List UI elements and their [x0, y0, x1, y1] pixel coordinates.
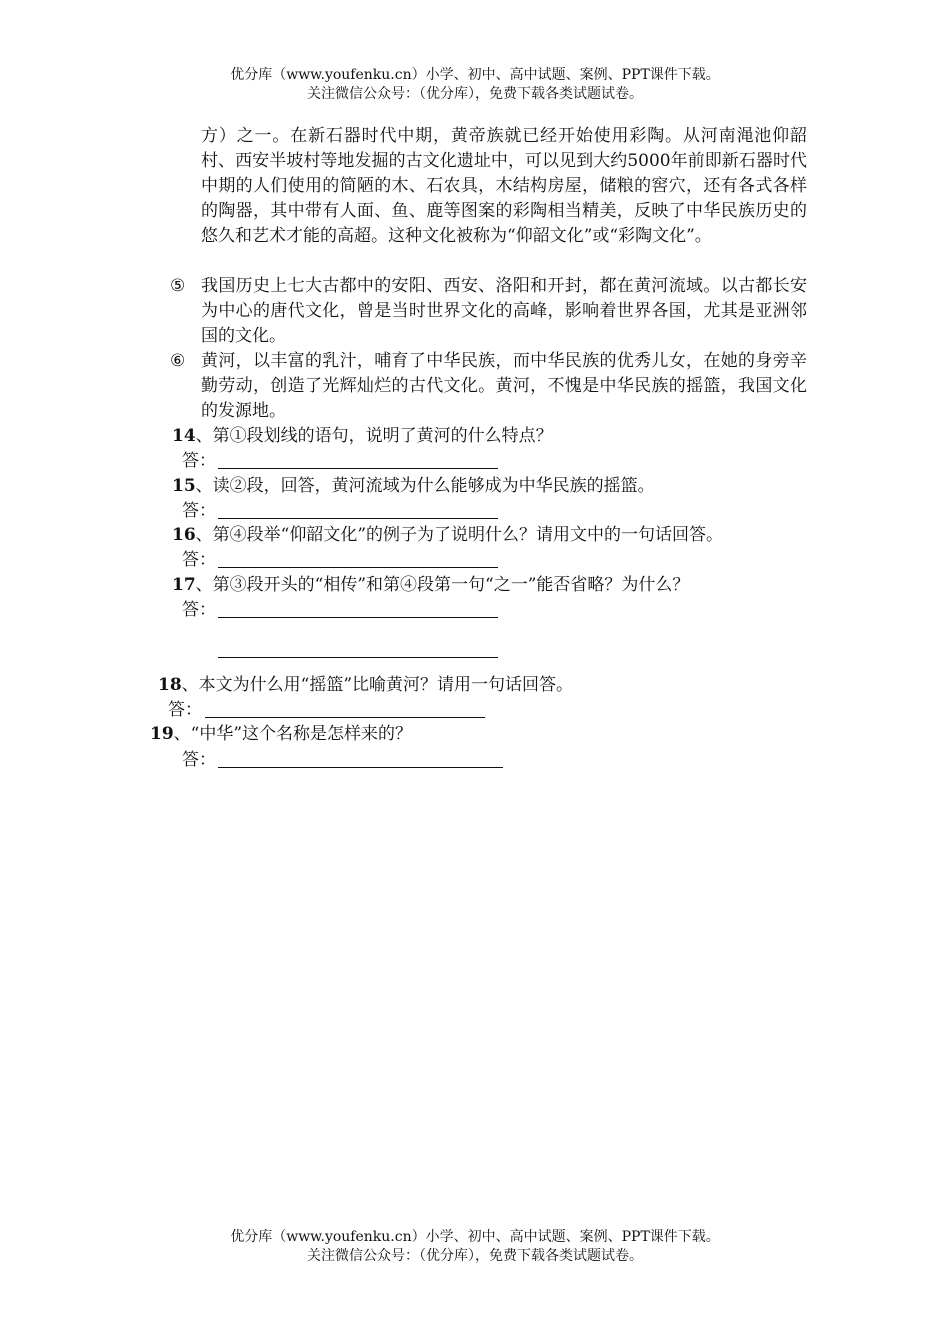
paragraph-5 — [170, 274, 807, 349]
question-text: 、第③段开头的“相传”和第④段第一句“之一”能否省略？为什么？ — [195, 575, 690, 595]
question-14 — [172, 424, 553, 449]
passage-continuation: 方）之一。在新石器时代中期，黄帝族就已经开始使用彩陶。从河南渑池仰韶村、西安半坡村等地发掘的古文化遗址中，可以见到大约5000年前即新石器时代中期的人们使用的简陋的木、石农具，木结构房屋，储粮的窖穴，还有各式各样的陶器，其中带有人面、鱼、鹿等图案的彩陶相当精美，反映了中华民族历史的悠久和艺术才能的高超。这种文化被称为“仰韶文化”或“彩陶文化”。 — [201, 126, 807, 246]
question-16 — [172, 523, 723, 548]
answer-label: 答： — [182, 750, 216, 770]
paragraph-6 — [170, 349, 807, 424]
question-text: 、本文为什么用“摇篮”比喻黄河？请用一句话回答。 — [181, 675, 574, 695]
paragraph-text: 我国历史上七大古都中的安阳、西安、洛阳和开封，都在黄河流域。以古都长安为中心的唐代文化，曾是当时世界文化的高峰，影响着世界各国，尤其是亚洲邻国的文化。 — [201, 276, 807, 346]
question-18 — [158, 673, 573, 698]
answer-line[interactable] — [218, 657, 498, 658]
question-17 — [172, 573, 689, 598]
question-number: 16 — [172, 525, 196, 545]
header-line-1: 优分库（www.youfenku.cn）小学、初中、高中试题、案例、PPT课件下载。 — [230, 67, 720, 83]
question-15 — [172, 474, 655, 499]
paragraph-number: ⑤ — [170, 276, 186, 296]
page-header — [0, 66, 950, 104]
answer-label: 答： — [168, 700, 202, 720]
page-footer — [0, 1228, 950, 1266]
answer-label: 答： — [182, 501, 216, 521]
question-number: 14 — [172, 426, 196, 446]
answer-line[interactable] — [218, 767, 503, 768]
answer-line[interactable] — [218, 518, 498, 519]
footer-line-1: 优分库（www.youfenku.cn）小学、初中、高中试题、案例、PPT课件下载。 — [230, 1229, 720, 1245]
answer-line[interactable] — [218, 468, 498, 469]
paragraph-number: ⑥ — [170, 351, 186, 371]
question-text: 、“中华”这个名称是怎样来的？ — [173, 724, 413, 744]
answer-label: 答： — [182, 550, 216, 570]
question-text: 、第①段划线的语句，说明了黄河的什么特点？ — [195, 426, 553, 446]
answer-line[interactable] — [218, 617, 498, 618]
question-number: 15 — [172, 476, 196, 496]
answer-label: 答： — [182, 600, 216, 620]
question-19 — [150, 722, 412, 747]
question-number: 19 — [150, 724, 174, 744]
answer-line[interactable] — [218, 567, 498, 568]
header-line-2: 关注微信公众号：（优分库），免费下载各类试题试卷。 — [307, 86, 643, 102]
footer-line-2: 关注微信公众号：（优分库），免费下载各类试题试卷。 — [307, 1248, 643, 1264]
paragraph-text: 黄河，以丰富的乳汁，哺育了中华民族，而中华民族的优秀儿女，在她的身旁辛勤劳动，创造了光辉灿烂的古代文化。黄河，不愧是中华民族的摇篮，我国文化的发源地。 — [201, 351, 807, 421]
answer-line[interactable] — [205, 717, 485, 718]
question-number: 17 — [172, 575, 196, 595]
question-number: 18 — [158, 675, 182, 695]
question-text: 、读②段，回答，黄河流域为什么能够成为中华民族的摇篮。 — [195, 476, 655, 496]
answer-label: 答： — [182, 451, 216, 471]
question-text: 、第④段举“仰韶文化”的例子为了说明什么？请用文中的一句话回答。 — [195, 525, 724, 545]
